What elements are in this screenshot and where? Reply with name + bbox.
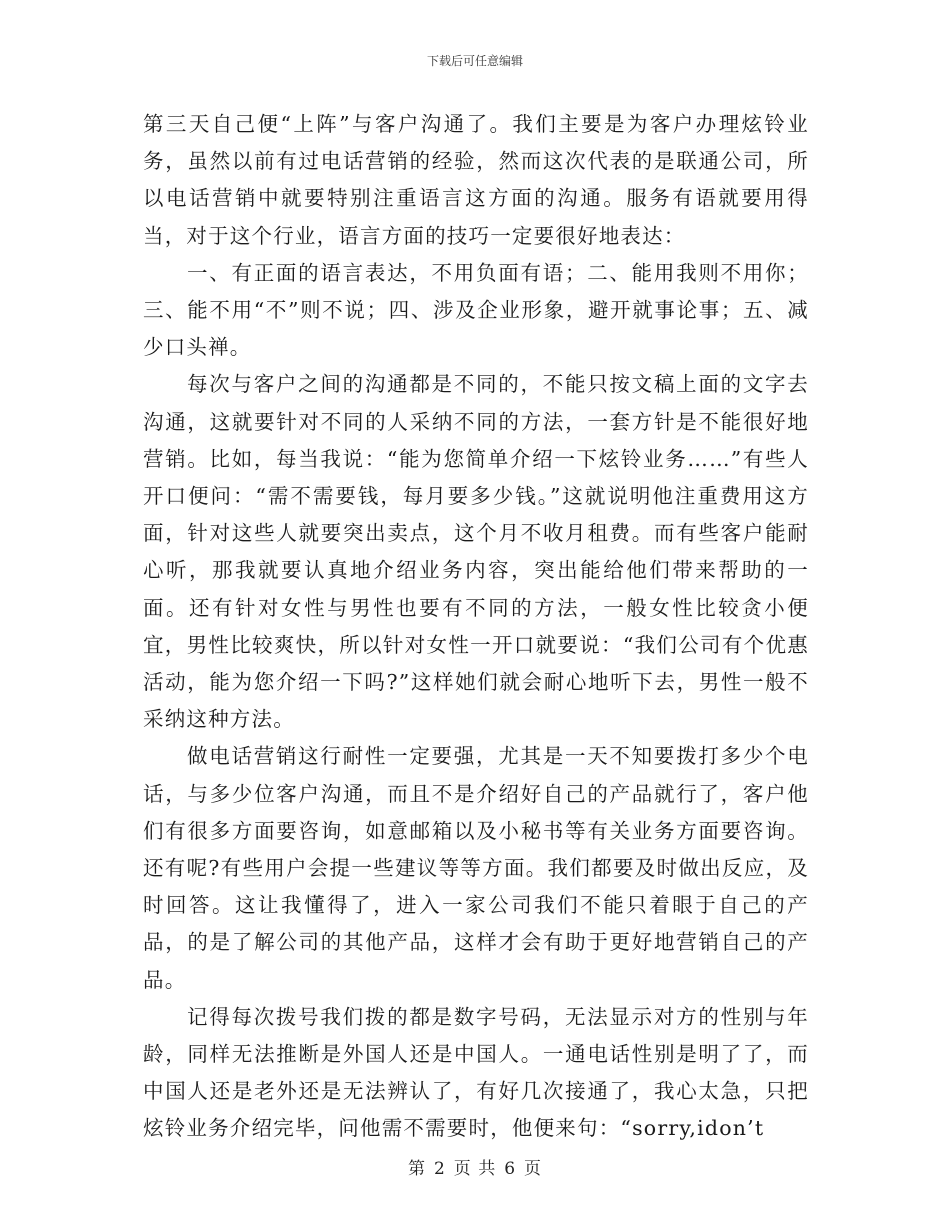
paragraph-1: 第三天自己便“上阵”与客户沟通了。我们主要是为客户办理炫铃业务，虽然以前有过电话营销的经验，然而这次代表的是联通公司，所以电话营销中就要特别注重语言这方面的沟通。服务有语就要用得当，对于这个行业，语言方面的技巧一定要很好地表达： <box>143 112 809 248</box>
paragraph-5: 记得每次拨号我们拨的都是数字号码，无法显示对方的性别与年龄，同样无法推断是外国人还是中国人。一通电话性别是明了了，而中国人还是老外还是无法辨认了，有好几次接通了，我心太急，只把炫铃业务介绍完毕，问他需不需要时，他便来句：“sorry,idon’t <box>143 1004 809 1141</box>
paragraph-4: 做电话营销这行耐性一定要强，尤其是一天不知要拨打多少个电话，与多少位客户沟通，而且不是介绍好自己的产品就行了，客户他们有很多方面要咨询，如意邮箱以及小秘书等有关业务方面要咨询。还有呢?有些用户会提一些建议等等方面。我们都要及时做出反应，及时回答。这让我懂得了，进入一家公司我们不能只着眼于自己的产品，的是了解公司的其他产品，这样才会有助于更好地营销自己的产品。 <box>143 744 809 992</box>
page-number: 2 <box>433 1159 446 1179</box>
paragraph-2: 一、有正面的语言表达，不用负面有语；二、能用我则不用你；三、能不用“不”则不说；四、涉及企业形象，避开就事论事；五、减少口头禅。 <box>143 260 809 360</box>
page-header: 下载后可任意编辑 <box>426 54 523 68</box>
footer-suffix: 页 <box>524 1159 543 1179</box>
paragraph-3: 每次与客户之间的沟通都是不同的，不能只按文稿上面的文字去沟通，这就要针对不同的人采纳不同的方法，一套方针是不能很好地营销。比如，每当我说：“能为您简单介绍一下炫铃业务……”有些人开口便问：“需不需要钱，每月要多少钱。”这就说明他注重费用这方面，针对这些人就要突出卖点，这个月不收月租费。而有些客户能耐心听，那我就要认真地介绍业务内容，突出能给他们带来帮助的一面。还有针对女性与男性也要有不同的方法，一般女性比较贪小便宜，男性比较爽快，所以针对女性一开口就要说：“我们公司有个优惠活动，能为您介绍一下吗?”这样她们就会耐心地听下去，男性一般不采纳这种方法。 <box>143 372 809 732</box>
page-total: 6 <box>504 1159 517 1179</box>
page-footer <box>0 1154 950 1179</box>
footer-prefix: 第 <box>407 1159 426 1179</box>
document-body <box>143 106 809 1148</box>
footer-middle: 页 共 <box>453 1159 497 1179</box>
